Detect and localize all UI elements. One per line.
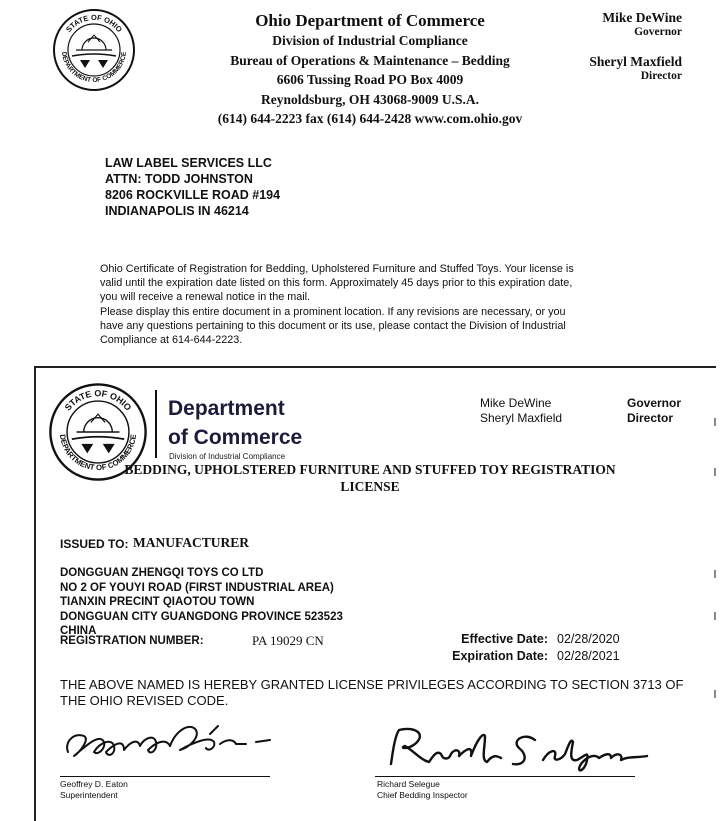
contact-info: (614) 644-2223 fax (614) 644-2428 www.com.ohio.gov xyxy=(217,111,523,126)
licensee-name: DONGGUAN ZHENGQI TOYS CO LTD xyxy=(60,567,264,579)
licensee-country: CHINA xyxy=(60,625,97,637)
role-governor: Governor xyxy=(627,396,682,410)
recipient-attn: ATTN: TODD JOHNSTON xyxy=(105,172,253,186)
official-director: Sheryl Maxfield xyxy=(480,411,563,425)
svg-text:DEPARTMENT OF COMMERCE: DEPARTMENT OF COMMERCE xyxy=(57,433,139,473)
letterhead xyxy=(150,10,590,129)
division-name: Division of Industrial Compliance xyxy=(272,33,468,48)
scan-mark xyxy=(714,418,716,426)
bureau-name: Bureau of Operations & Maintenance – Bedding xyxy=(230,52,510,68)
dates-values xyxy=(557,631,620,665)
svg-text:STATE OF OHIO: STATE OF OHIO xyxy=(64,12,124,34)
dept-subtitle: Division of Industrial Compliance xyxy=(169,452,286,461)
superintendent-block xyxy=(60,779,128,801)
certificate-title-line1: BEDDING, UPHOLSTERED FURNITURE AND STUFFED TOY REGISTRATION xyxy=(124,462,616,477)
expiration-date-value: 02/28/2021 xyxy=(557,649,620,663)
notice-line: you will receive a renewal notice in the mail. xyxy=(100,291,311,304)
signature-line-2 xyxy=(375,776,635,777)
governor-name: Mike DeWine xyxy=(602,10,682,25)
dept-title-line1: Department xyxy=(168,397,285,420)
svg-text:DEPARTMENT OF COMMERCE: DEPARTMENT OF COMMERCE xyxy=(60,51,128,85)
licensee-address xyxy=(60,566,343,639)
licensee-line: TIANXIN PRECINT QIAOTOU TOWN xyxy=(60,596,255,608)
inspector-title: Chief Bedding Inspector xyxy=(377,790,468,800)
effective-date-label: Effective Date: xyxy=(461,632,548,646)
issued-to-label: ISSUED TO: xyxy=(60,537,129,551)
governor-block xyxy=(602,10,682,38)
role-director: Director xyxy=(627,411,674,425)
dept-title xyxy=(168,394,302,452)
licensee-line: DONGGUAN CITY GUANGDONG PROVINCE 523523 xyxy=(60,610,343,623)
director-name: Sheryl Maxfield xyxy=(589,54,682,69)
governor-title: Governor xyxy=(634,26,682,38)
dates-labels xyxy=(450,631,548,665)
certificate-title-line2: LICENSE xyxy=(340,479,400,494)
grant-statement: THE ABOVE NAMED IS HEREBY GRANTED LICENSE PRIVILEGES ACCORDING TO SECTION 3713 OF THE OHIO REVISED CODE. xyxy=(60,677,684,708)
official-governor: Mike DeWine xyxy=(480,396,552,410)
notice-line: Please display this entire document in a prominent location. If any revisions are necessary, or you xyxy=(100,305,566,318)
recipient-company: LAW LABEL SERVICES LLC xyxy=(105,156,272,170)
city-address: Reynoldsburg, OH 43068-9009 U.S.A. xyxy=(261,91,479,107)
expiration-date-label: Expiration Date: xyxy=(452,649,548,663)
inspector-name: Richard Selegue xyxy=(377,779,440,789)
recipient-address xyxy=(105,155,280,219)
effective-date-value: 02/28/2020 xyxy=(557,632,620,646)
licensee-line: NO 2 OF YOUYI ROAD (FIRST INDUSTRIAL AREA) xyxy=(60,581,334,594)
registration-number-value: PA 19029 CN xyxy=(252,633,324,648)
street-address: 6606 Tussing Road PO Box 4009 xyxy=(276,72,464,87)
scan-mark xyxy=(714,468,716,476)
svg-text:STATE OF OHIO: STATE OF OHIO xyxy=(62,388,134,413)
certificate-roles xyxy=(627,396,681,426)
dept-title-line2: of Commerce xyxy=(168,426,303,449)
dept-divider xyxy=(155,390,157,458)
signature-line-1 xyxy=(60,776,270,777)
recipient-street: 8206 ROCKVILLE ROAD #194 xyxy=(105,188,281,202)
scan-mark xyxy=(714,690,716,698)
notice-line: Ohio Certificate of Registration for Bedding, Upholstered Furniture and Stuffed Toys. Your license is xyxy=(100,263,574,275)
recipient-city: INDIANAPOLIS IN 46214 xyxy=(105,204,249,218)
notice-line: valid until the expiration date listed on this form. Approximately 45 days prior to this expiration date, xyxy=(100,277,573,290)
director-block xyxy=(589,54,682,82)
ohio-seal-top xyxy=(52,8,136,92)
issued-to-value: MANUFACTURER xyxy=(133,535,249,550)
inspector-block xyxy=(377,779,468,801)
inspector-signature xyxy=(385,720,655,780)
registration-number-label: REGISTRATION NUMBER: xyxy=(60,635,204,647)
notice-line: Compliance at 614-644-2223. xyxy=(100,334,243,347)
notice-paragraph xyxy=(100,262,648,347)
superintendent-signature xyxy=(60,712,275,775)
superintendent-name: Geoffrey D. Eaton xyxy=(60,779,128,789)
scan-mark xyxy=(714,570,716,578)
director-title: Director xyxy=(640,70,682,82)
certificate-officials xyxy=(480,396,562,426)
superintendent-title: Superintendent xyxy=(60,790,118,800)
scan-mark xyxy=(714,612,716,620)
notice-line: have any questions pertaining to this document or its use, please contact the Division of Industrial xyxy=(100,319,566,332)
certificate-title xyxy=(100,461,640,495)
agency-name: Ohio Department of Commerce xyxy=(255,11,485,30)
